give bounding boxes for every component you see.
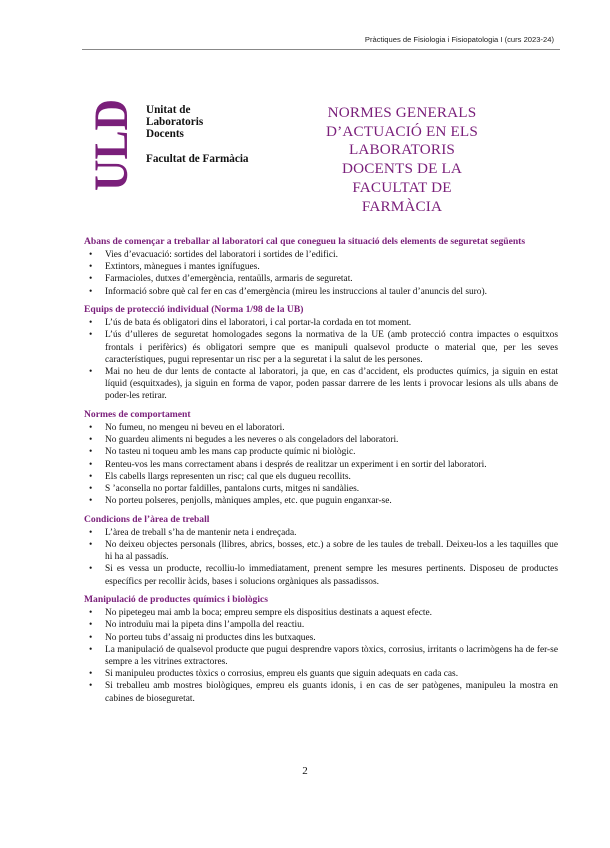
title-line: FARMÀCIA — [361, 197, 443, 215]
list-item: • Vies d’evacuació: sortides del laboratori i sortides de l’edifici. — [84, 249, 558, 261]
unit-name-line: Laboratoris — [146, 116, 204, 129]
list-item: • Informació sobre què cal fer en cas d’emergència (mireu les instruccions al tauler d’anuncis del suro). — [84, 286, 558, 298]
list-item: • La manipulació de qualsevol producte que pugui desprendre vapors tòxics, corrosius, irritants o lacrimògens ha de fer-se sempre a les vitrines extractores. — [84, 644, 558, 668]
list-item: • Els cabells llargs representen un risc; cal que els dugueu recollits. — [84, 471, 558, 483]
list-item: • No pipetegeu mai amb la boca; empreu sempre els dispositius destinats a aquest efecte. — [84, 607, 558, 619]
product-handling-list — [84, 607, 558, 705]
title-line: FACULTAT DE — [352, 178, 452, 196]
list-item: • No porteu tubs d’assaig ni productes dins les butxaques. — [84, 632, 558, 644]
protective-equipment-list — [84, 317, 558, 402]
list-item: • No fumeu, no mengeu ni beveu en el laboratori. — [84, 422, 558, 434]
title-line: LABORATORIS — [348, 141, 455, 159]
behaviour-rules-list — [84, 422, 558, 507]
list-item: • No tasteu ni toqueu amb les mans cap producte químic ni biològic. — [84, 446, 558, 458]
section-heading-work-area: Condicions de l’àrea de treball — [84, 513, 210, 525]
faculty-name: Facultat de Farmàcia — [146, 153, 249, 165]
section-heading-product-handling: Manipulació de productes químics i biològics — [84, 594, 268, 606]
list-item: • Si treballeu amb mostres biològiques, empreu els guants idonis, i en cas de ser patògenes, manipuleu la mostra en cabines de bioseguretat. — [84, 680, 558, 704]
title-line: NORMES GENERALS — [327, 104, 477, 121]
document-title — [296, 104, 508, 216]
list-item: • S ’aconsella no portar faldilles, pantalons curts, mitges ni sandàlies. — [84, 483, 558, 495]
section-heading-protective-equipment: Equips de protecció individual (Norma 1/98 de la UB) — [84, 304, 304, 316]
list-item: • L’ús de bata és obligatori dins el laboratori, i cal portar-la cordada en tot moment. — [84, 317, 558, 329]
title-line: D’ACTUACIÓ EN ELS — [326, 122, 478, 140]
section-heading-safety-elements: Abans de començar a treballar al laboratori cal que conegueu la situació dels elements de seguretat següents — [84, 236, 526, 247]
title-line: DOCENTS DE LA — [341, 160, 463, 178]
header-rule — [82, 49, 560, 50]
unit-name-line: Unitat de — [146, 104, 191, 116]
list-item: • Mai no heu de dur lents de contacte al laboratori, ja que, en cas d’accident, els productes químics, ja siguin en estat líquid (esquitxades), ja siguin en forma de vapor, poden passar darrere de les lents i provocar lesions als ulls abans de poder-les retirar. — [84, 366, 558, 403]
list-item: • No introduïu mai la pipeta dins l’ampolla del reactiu. — [84, 619, 558, 631]
list-item: • No guardeu aliments ni begudes a les neveres o als congeladors del laboratori. — [84, 434, 558, 446]
list-item: • Si es vessa un producte, recolliu-lo immediatament, prenent sempre les mesures pertinents. Disposeu de productes específics per recollir àcids, bases i solucions orgàniques als passadissos. — [84, 563, 558, 587]
work-area-list — [84, 527, 558, 588]
safety-elements-list — [84, 249, 558, 298]
list-item: • L’àrea de treball s’ha de mantenir neta i endreçada. — [84, 527, 558, 539]
list-item: • Extintors, mànegues i mantes ignífugues. — [84, 261, 558, 273]
list-item: • Farmacioles, dutxes d’emergència, rentaülls, armaris de seguretat. — [84, 273, 558, 285]
list-item: • Si manipuleu productes tòxics o corrosius, empreu els guants que siguin adequats en cada cas. — [84, 668, 558, 680]
document-body — [84, 236, 558, 705]
unit-name — [146, 104, 203, 141]
running-header: Pràctiques de Fisiologia i Fisiopatologia I (curs 2023-24) — [364, 35, 554, 44]
list-item: • No deixeu objectes personals (llibres, abrics, bosses, etc.) a sobre de les taules de treball. Deixeu-los a les taquilles que hi ha al passadís. — [84, 539, 558, 563]
section-heading-behaviour-rules: Normes de comportament — [84, 409, 191, 421]
list-item: • No porteu polseres, penjolls, màniques amples, etc. que puguin enganxar-se. — [84, 495, 558, 507]
page-number: 2 — [302, 765, 308, 777]
list-item: • L’ús d’ulleres de seguretat homologades segons la normativa de la UE (amb protecció contra impactes o esquitxos frontals i perifèrics) és obligatori sempre que es manipuli qualsevol producte o material que, per les seves característiques, pugui representar un risc per a la seguretat i la salut de les persones. — [84, 329, 558, 366]
list-item: • Renteu-vos les mans correctament abans i després de realitzar un experiment i en sortir del laboratori. — [84, 459, 558, 471]
unit-name-line: Docents — [146, 128, 184, 141]
uld-logo — [85, 89, 138, 192]
uld-logo-text: ULD — [85, 89, 138, 191]
